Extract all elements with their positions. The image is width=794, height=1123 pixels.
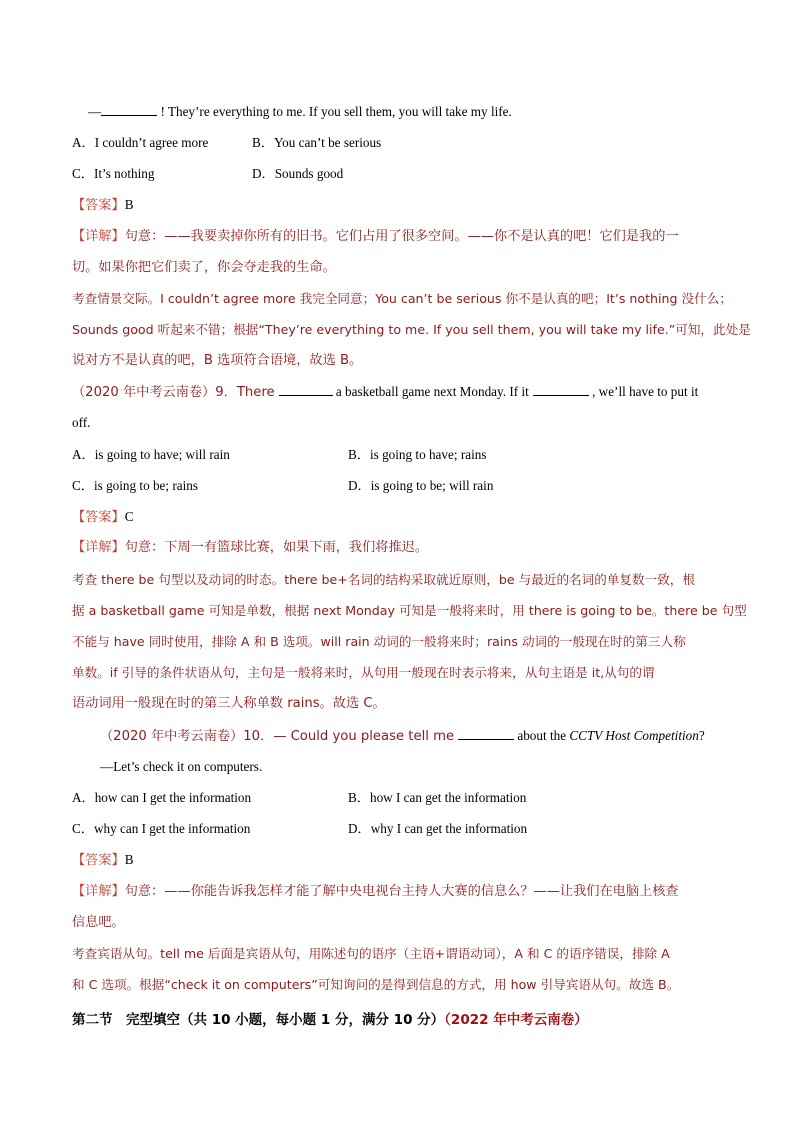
answer-value: C — [124, 509, 134, 524]
answer-blank — [101, 103, 157, 116]
section-title: 第二节 完型填空（共 10 小题，每小题 1 分，满分 10 分）（2022 年中考云南卷） — [72, 1012, 588, 1028]
q9-option-c: C．is going to be; rains — [72, 478, 199, 493]
q8-detail-1: 【详解】句意：——我要卖掉你所有的旧书。它们占用了很多空间。——你不是认真的吧！它们是我的一 — [72, 229, 679, 244]
answer-value: B — [124, 852, 134, 867]
q10-option-a: A．how can I get the information — [72, 790, 252, 805]
q9-detail-4: 不能与 have 同时使用，排除 A 和 B 选项。will rain 动词的一般将来时；rains 动词的一般现在时的第三人称 — [72, 634, 686, 649]
q9-detail-3: 据 a basketball game 可知是单数，根据 next Monday 可知是一般将来时，用 there is going to be。there be 句型 — [72, 603, 747, 618]
q10-option-c: C．why can I get the information — [72, 821, 251, 836]
q10-answer — [72, 851, 722, 870]
q8-detail-3: 考查情景交际。I couldn’t agree more 我完全同意；You can’t be serious 你不是认真的吧；It’s nothing 没什么； — [72, 291, 732, 306]
q8-stem: — ! They’re everything to me. If you sell them, you will take my life. — [88, 104, 512, 119]
q8-option-a: A．I couldn’t agree more — [72, 135, 209, 150]
q9-option-d: D．is going to be; will rain — [348, 478, 494, 493]
q9-detail-5: 单数。if 引导的条件状语从句，主句是一般将来时，从句用一般现在时表示将来，从句主语是 it,从句的谓 — [72, 665, 655, 680]
answer-blank — [533, 383, 589, 396]
q9-answer — [72, 508, 722, 527]
q10-stem-2: —Let’s check it on computers. — [100, 759, 263, 774]
q9-detail-1: 【详解】句意：下周一有篮球比赛，如果下雨，我们将推迟。 — [72, 540, 429, 555]
q8-detail-5: 说对方不是认真的吧，B 选项符合语境，故选 B。 — [72, 353, 363, 368]
answer-blank — [279, 383, 333, 396]
section-source: （2022 年中考云南卷） — [444, 1012, 588, 1028]
answer-label: 【答案】 — [72, 510, 125, 525]
answer-label: 【答案】 — [72, 198, 125, 213]
q9-detail-6: 语动词用一般现在时的第三人称单数 rains。故选 C。 — [72, 696, 386, 711]
answer-value: B — [124, 197, 134, 212]
q10-detail-3: 考查宾语从句。tell me 后面是宾语从句，用陈述句的语序（主语+谓语动词），A 和 C 的语序错误，排除 A — [72, 946, 670, 961]
q10-option-b: B．how I can get the information — [348, 790, 527, 805]
q10-detail-4: 和 C 选项。根据“check it on computers”可知询问的是得到信息的方式，用 how 引导宾语从句。故选 B。 — [72, 977, 680, 992]
answer-label: 【答案】 — [72, 853, 125, 868]
q9-stem: （2020 年中考云南卷）9．There a basketball game next Monday. If it , we’ll have to put it — [72, 384, 699, 400]
q8-option-b: B．You can’t be serious — [252, 135, 382, 150]
q10-detail-2: 信息吧。 — [72, 915, 125, 930]
detail-label: 【详解】 — [72, 540, 125, 555]
q8-detail-4: Sounds good 听起来不错；根据“They’re everything to me. If you sell them, you will take my life.”可知，此处是 — [72, 322, 751, 337]
q10-detail-1: 【详解】句意：——你能告诉我怎样才能了解中央电视台主持人大赛的信息么？——让我们在电脑上核查 — [72, 884, 679, 899]
q9-stem-2: off. — [72, 415, 91, 430]
q9-option-b: B．is going to have; rains — [348, 447, 487, 462]
q10-stem: （2020 年中考云南卷）10．— Could you please tell me about the CCTV Host Competition? — [100, 728, 705, 744]
q8-detail-2: 切。如果你把它们卖了，你会夺走我的生命。 — [72, 260, 336, 275]
q8-option-c: C．It’s nothing — [72, 166, 155, 181]
detail-label: 【详解】 — [72, 884, 125, 899]
q9-option-a: A．is going to have; will rain — [72, 447, 230, 462]
detail-label: 【详解】 — [72, 229, 125, 244]
q8-answer — [72, 196, 722, 215]
answer-blank — [458, 727, 514, 740]
q9-detail-2: 考查 there be 句型以及动词的时态。there be+名词的结构采取就近原则，be 与最近的名词的单复数一致，根 — [72, 572, 695, 587]
q8-option-d: D．Sounds good — [252, 166, 344, 181]
q10-option-d: D．why I can get the information — [348, 821, 528, 836]
